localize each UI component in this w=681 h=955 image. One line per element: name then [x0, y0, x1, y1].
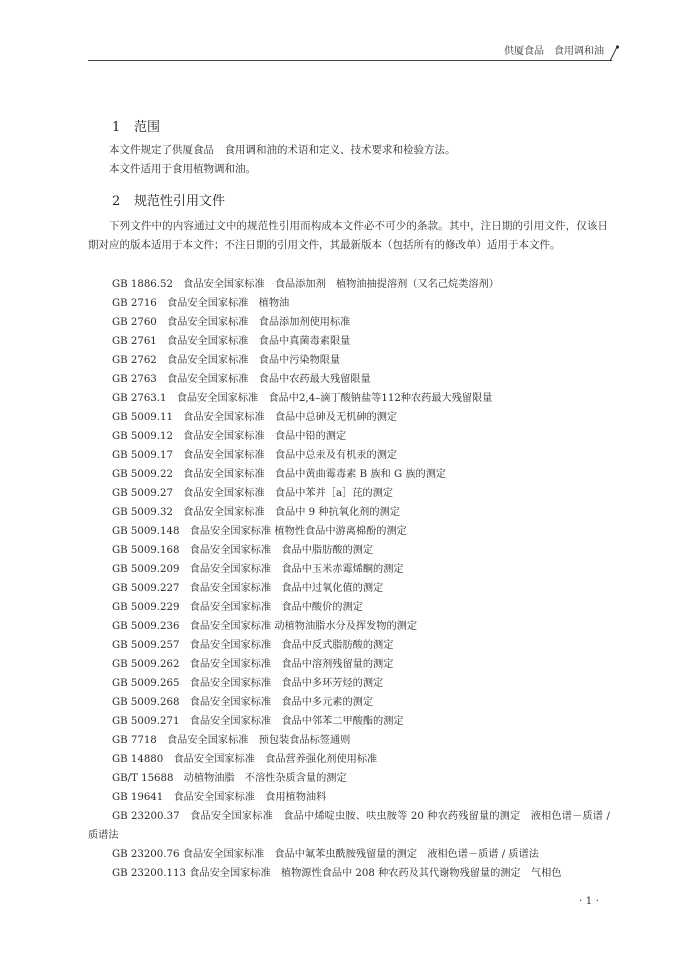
reference-item: GB 5009.236 食品安全国家标准 动植物油脂水分及挥发物的测定 [112, 621, 418, 632]
reference-item: GB 7718 食品安全国家标准 预包装食品标签通则 [112, 735, 351, 746]
reference-item: GB 5009.209 食品安全国家标准 食品中玉米赤霉烯酮的测定 [112, 564, 404, 575]
reference-item: GB 2762 食品安全国家标准 食品中污染物限量 [112, 355, 341, 366]
reference-item: GB 23200.76 食品安全国家标准 食品中氟苯虫酰胺残留量的测定 液相色谱－质谱 / 质谱法 [112, 849, 539, 860]
reference-item: GB 1886.52 食品安全国家标准 食品添加剂 植物油抽提溶剂（又名己烷类溶剂） [112, 279, 499, 290]
reference-item: GB 2761 食品安全国家标准 食品中真菌毒素限量 [112, 336, 351, 347]
reference-list [88, 275, 610, 883]
page-number: · 1 · [578, 895, 599, 907]
section-number: 2 [112, 194, 121, 209]
reference-item: GB 5009.268 食品安全国家标准 食品中多元素的测定 [112, 697, 374, 708]
reference-item: GB 5009.262 食品安全国家标准 食品中溶剂残留量的测定 [112, 659, 394, 670]
reference-item: GB 5009.22 食品安全国家标准 食品中黄曲霉毒素 B 族和 G 族的测定 [112, 469, 447, 480]
reference-item: GB 5009.11 食品安全国家标准 食品中总砷及无机砷的测定 [112, 412, 398, 423]
reference-item: GB 5009.148 食品安全国家标准 植物性食品中游离棉酚的测定 [112, 526, 407, 537]
header-rule [88, 60, 612, 61]
reference-item: GB 5009.265 食品安全国家标准 食品中多环芳烃的测定 [112, 678, 384, 689]
reference-item: GB 5009.12 食品安全国家标准 食品中铅的测定 [112, 431, 347, 442]
reference-item: GB 23200.113 食品安全国家标准 植物源性食品中 208 种农药及其代谢物残留量的测定 气相色 [112, 868, 562, 879]
reference-item: GB/T 15688 动植物油脂 不溶性杂质含量的测定 [112, 773, 347, 784]
reference-item: GB 2763.1 食品安全国家标准 食品中2,4–滴丁酸钠盐等112种农药最大残留限量 [112, 393, 493, 404]
reference-item: GB 5009.32 食品安全国家标准 食品中 9 种抗氧化剂的测定 [112, 507, 400, 518]
reference-item: GB 5009.27 食品安全国家标准 食品中苯并［a］芘的测定 [112, 488, 393, 499]
reference-item: GB 5009.271 食品安全国家标准 食品中邻苯二甲酸酯的测定 [112, 716, 404, 727]
scope-paragraph-1: 本文件规定了供厦食品 食用调和油的术语和定义、技术要求和检验方法。 [109, 144, 456, 156]
reference-item: GB 23200.37 食品安全国家标准 食品中烯啶虫胺、呋虫胺等 20 种农药残留量的测定 液相色谱－质谱 / 质谱法 [88, 811, 610, 841]
reference-item: GB 5009.168 食品安全国家标准 食品中脂肪酸的测定 [112, 545, 374, 556]
section-heading-scope [112, 116, 160, 135]
page-header [88, 0, 618, 62]
reference-item: GB 5009.227 食品安全国家标准 食品中过氧化值的测定 [112, 583, 384, 594]
reference-item: GB 2716 食品安全国家标准 植物油 [112, 298, 290, 309]
normative-intro-paragraph: 下列文件中的内容通过文中的规范性引用而构成本文件必不可少的条款。其中，注日期的引用文件，仅该日期对应的版本适用于本文件；不注日期的引用文件，其最新版本（包括所有的修改单）适用于本文件。 [88, 220, 608, 251]
reference-item: GB 2763 食品安全国家标准 食品中农药最大残留限量 [112, 374, 371, 385]
section-title: 范围 [134, 120, 161, 135]
reference-item: GB 5009.229 食品安全国家标准 食品中酸价的测定 [112, 602, 363, 613]
reference-item: GB 14880 食品安全国家标准 食品营养强化剂使用标准 [112, 754, 378, 765]
reference-item: GB 19641 食品安全国家标准 食用植物油料 [112, 792, 327, 803]
section-number: 1 [112, 120, 121, 135]
reference-item: GB 2760 食品安全国家标准 食品添加剂使用标准 [112, 317, 351, 328]
section-heading-normative [112, 190, 225, 209]
scope-paragraph-2: 本文件适用于食用植物调和油。 [109, 163, 256, 175]
header-title: 供厦食品 食用调和油 [504, 46, 604, 57]
section-title: 规范性引用文件 [134, 194, 226, 209]
reference-item: GB 5009.257 食品安全国家标准 食品中反式脂肪酸的测定 [112, 640, 394, 651]
reference-item: GB 5009.17 食品安全国家标准 食品中总汞及有机汞的测定 [112, 450, 398, 461]
